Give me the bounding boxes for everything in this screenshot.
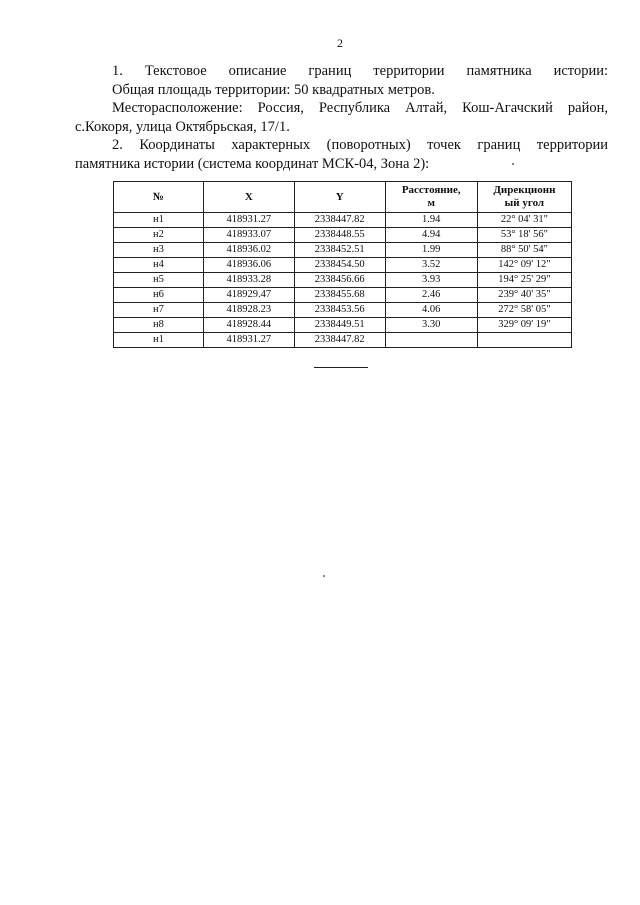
cell-x: 418928.23 [203, 303, 294, 318]
table-header-row [114, 182, 572, 213]
cell-angle: 88° 50' 54" [477, 243, 571, 258]
cell-distance: 1.99 [385, 243, 477, 258]
cell-x: 418928.44 [203, 318, 294, 333]
cell-point: н4 [114, 258, 204, 273]
cell-distance: 4.06 [385, 303, 477, 318]
header-angle-line-1: Дирекционн [493, 184, 556, 196]
scan-speck [512, 163, 514, 165]
header-angle [477, 182, 571, 213]
cell-point: н6 [114, 288, 204, 303]
territory-area: Общая площадь территории: 50 квадратных метров. [112, 81, 435, 98]
end-divider [314, 367, 368, 368]
cell-y: 2338447.82 [294, 333, 385, 348]
coordinates-table [113, 181, 572, 348]
header-distance-line-2: м [427, 197, 435, 209]
table-row [114, 333, 572, 348]
section1-heading: 1. Текстовое описание границ территории памятника истории: [112, 63, 608, 79]
cell-distance: 3.52 [385, 258, 477, 273]
cell-x: 418936.02 [203, 243, 294, 258]
cell-x: 418933.07 [203, 228, 294, 243]
cell-distance: 3.30 [385, 318, 477, 333]
cell-angle: 194° 25' 29" [477, 273, 571, 288]
cell-x: 418936.06 [203, 258, 294, 273]
header-x: X [203, 182, 294, 213]
table-row [114, 273, 572, 288]
cell-y: 2338452.51 [294, 243, 385, 258]
cell-angle: 22° 04' 31" [477, 213, 571, 228]
cell-angle [477, 333, 571, 348]
cell-y: 2338449.51 [294, 318, 385, 333]
table-row [114, 213, 572, 228]
cell-point: н5 [114, 273, 204, 288]
cell-y: 2338447.82 [294, 213, 385, 228]
cell-point: н1 [114, 213, 204, 228]
cell-angle: 329° 09' 19" [477, 318, 571, 333]
cell-angle: 142° 09' 12" [477, 258, 571, 273]
table-row [114, 318, 572, 333]
cell-x: 418929.47 [203, 288, 294, 303]
cell-point: н3 [114, 243, 204, 258]
page-number: 2 [337, 36, 343, 50]
table-row [114, 228, 572, 243]
cell-point: н1 [114, 333, 204, 348]
header-distance-line-1: Расстояние, [401, 184, 461, 196]
header-y: Y [294, 182, 385, 213]
table-row [114, 258, 572, 273]
cell-distance [385, 333, 477, 348]
cell-angle: 239° 40' 35" [477, 288, 571, 303]
location-line-2: с.Кокоря, улица Октябрьская, 17/1. [75, 118, 290, 135]
cell-x: 418931.27 [203, 333, 294, 348]
cell-y: 2338454.50 [294, 258, 385, 273]
section2-heading-line-2: памятника истории (система координат МСК-04, Зона 2): [75, 155, 430, 172]
table-row [114, 303, 572, 318]
header-angle-line-2: ый угол [504, 197, 545, 209]
section2-heading-line-1: 2. Координаты характерных (поворотных) точек границ территории [112, 137, 608, 153]
cell-x: 418933.28 [203, 273, 294, 288]
cell-y: 2338455.68 [294, 288, 385, 303]
cell-x: 418931.27 [203, 213, 294, 228]
cell-distance: 2.46 [385, 288, 477, 303]
cell-point: н8 [114, 318, 204, 333]
header-number: № [114, 182, 204, 213]
cell-angle: 53° 18' 56" [477, 228, 571, 243]
cell-angle: 272° 58' 05" [477, 303, 571, 318]
cell-distance: 4.94 [385, 228, 477, 243]
cell-point: н7 [114, 303, 204, 318]
table-row [114, 288, 572, 303]
cell-point: н2 [114, 228, 204, 243]
scan-speck [323, 575, 325, 577]
cell-y: 2338448.55 [294, 228, 385, 243]
document-body [75, 62, 608, 173]
header-distance [385, 182, 477, 213]
table-row [114, 243, 572, 258]
cell-distance: 1.94 [385, 213, 477, 228]
location-line-1: Месторасположение: Россия, Республика Алтай, Кош-Агачский район, [112, 100, 608, 116]
cell-y: 2338453.56 [294, 303, 385, 318]
cell-y: 2338456.66 [294, 273, 385, 288]
cell-distance: 3.93 [385, 273, 477, 288]
